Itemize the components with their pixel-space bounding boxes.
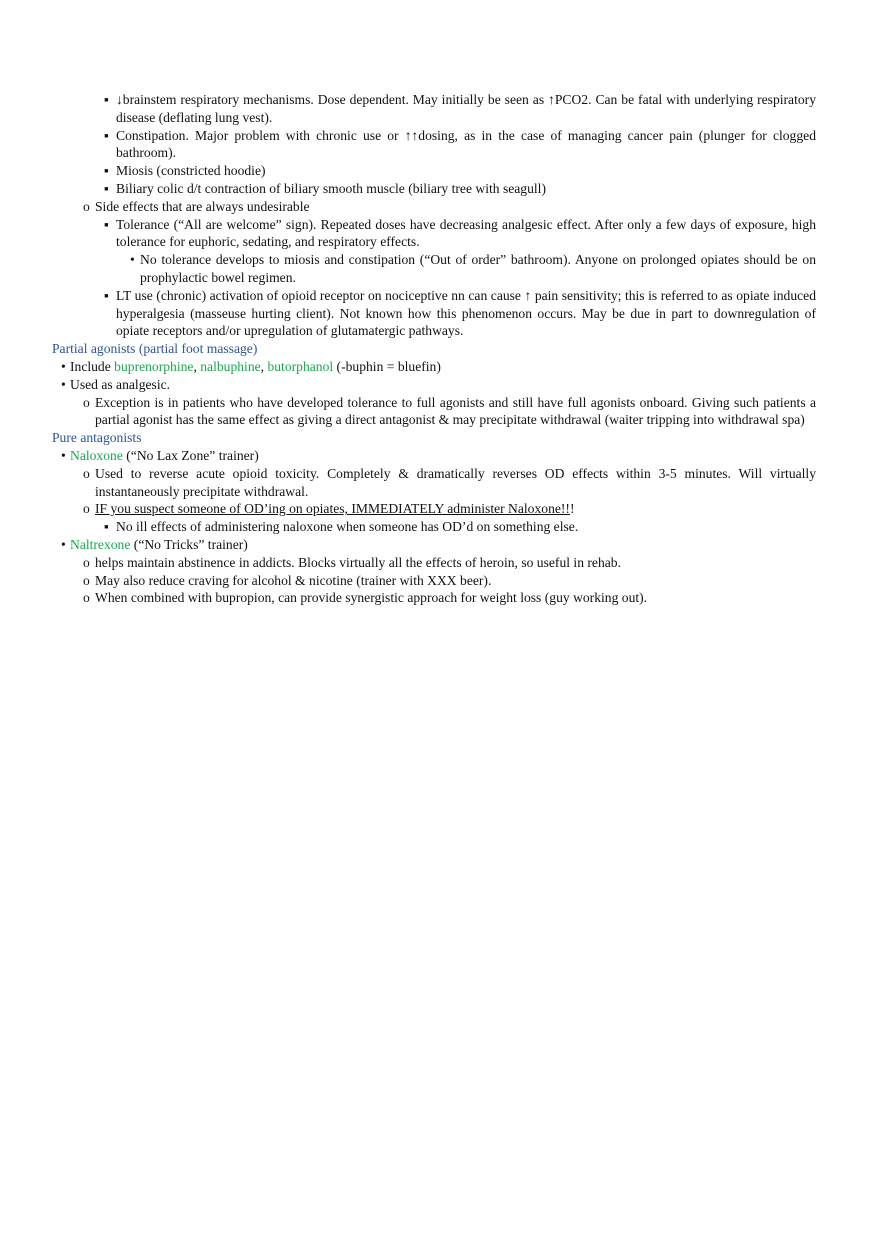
section-heading-partial-agonists: Partial agonists (partial foot massage) — [52, 341, 258, 357]
dot-bullet: • — [61, 536, 66, 552]
drug-name: butorphanol — [267, 358, 334, 374]
square-bullet: ▪ — [104, 216, 109, 232]
square-bullet: ▪ — [104, 519, 109, 535]
drug-name: Naltrexone — [70, 536, 131, 552]
drug-name: buprenorphine — [114, 358, 194, 374]
list-item — [52, 554, 816, 572]
circle-bullet: o — [83, 590, 90, 606]
emphasis-text: IF you suspect someone of OD’ing on opiates, IMMEDIATELY administer Naloxone!! — [95, 501, 570, 517]
square-bullet: ▪ — [104, 287, 109, 303]
item-text: Used to reverse acute opioid toxicity. Completely & dramatically reverses OD effects within 3-5 minutes. Will virtually instantaneously precipitate withdrawal. — [95, 465, 816, 499]
item-text: ! — [569, 501, 575, 517]
item-text: Side effects that are always undesirable — [95, 198, 310, 214]
list-item — [52, 589, 816, 607]
list-item — [52, 500, 816, 518]
item-text: No ill effects of administering naloxone when someone has OD’d on something else. — [116, 519, 579, 535]
section-heading-pure-antagonists: Pure antagonists — [52, 430, 142, 446]
list-item — [52, 518, 816, 536]
item-text: Used as analgesic. — [70, 376, 171, 392]
item-text: Biliary colic d/t contraction of biliary smooth muscle (biliary tree with seagull) — [116, 180, 546, 196]
item-text: Exception is in patients who have developed tolerance to full agonists and still have full agonists onboard. Giving such patients a partial agonist has the same effect as giving a direct antagonist & may precipitate withdrawal (waiter tripping into withdrawal spa) — [95, 394, 816, 428]
list-item — [52, 287, 816, 340]
dot-bullet: • — [61, 358, 66, 374]
notes-content — [52, 91, 816, 607]
item-text: ↓brainstem respiratory mechanisms. Dose dependent. May initially be seen as ↑PCO2. Can be fatal with underlying respiratory disease (deflating lung vest). — [116, 92, 816, 125]
circle-bullet: o — [83, 554, 90, 570]
item-text: May also reduce craving for alcohol & nicotine (trainer with XXX beer). — [95, 572, 492, 588]
item-text: No tolerance develops to miosis and constipation (“Out of order” bathroom). Anyone on prolonged opiates should be on prophylactic bowel regimen. — [140, 252, 816, 285]
item-text: When combined with bupropion, can provide synergistic approach for weight loss (guy working out). — [95, 590, 648, 606]
circle-bullet: o — [83, 394, 90, 410]
item-text: (“No Tricks” trainer) — [130, 536, 248, 552]
list-item — [52, 536, 816, 554]
item-text: (“No Lax Zone” trainer) — [122, 447, 259, 463]
square-bullet: ▪ — [104, 180, 109, 196]
circle-bullet: o — [83, 572, 90, 588]
separator: , — [193, 358, 201, 374]
circle-bullet: o — [83, 465, 90, 481]
list-item — [52, 251, 816, 287]
item-text: (-buphin = bluefin) — [333, 358, 441, 374]
item-text: helps maintain abstinence in addicts. Blocks virtually all the effects of heroin, so useful in rehab. — [95, 554, 621, 570]
square-bullet: ▪ — [104, 92, 109, 107]
dot-bullet: • — [61, 447, 66, 463]
circle-bullet: o — [83, 198, 90, 214]
drug-name: Naloxone — [70, 447, 123, 463]
square-bullet: ▪ — [104, 127, 109, 143]
list-item — [52, 162, 816, 180]
list-item — [52, 180, 816, 198]
list-item — [52, 127, 816, 163]
list-item — [52, 358, 816, 376]
list-item — [52, 198, 816, 216]
list-item — [52, 394, 816, 430]
separator: , — [260, 358, 268, 374]
list-item — [52, 91, 816, 127]
list-item — [52, 216, 816, 252]
dot-bullet: • — [130, 252, 135, 268]
item-text: Include — [70, 358, 115, 374]
item-text: LT use (chronic) activation of opioid receptor on nociceptive nn can cause ↑ pain sensitivity; this is referred to as opiate induced hyperalgesia (masseuse hurting client). Not known how this phenomenon occurs. May be due in part to downregulation of opiate receptors and/or upregulation of glutamatergic pathways. — [116, 287, 816, 339]
dot-bullet: • — [61, 376, 66, 392]
square-bullet: ▪ — [104, 163, 109, 179]
circle-bullet: o — [83, 501, 90, 517]
item-text: Constipation. Major problem with chronic use or ↑↑dosing, as in the case of managing cancer pain (plunger for clogged bathroom). — [116, 127, 816, 161]
item-text: Tolerance (“All are welcome” sign). Repeated doses have decreasing analgesic effect. After only a few days of exposure, high tolerance for euphoric, sedating, and respiratory effects. — [116, 216, 816, 250]
list-item — [52, 376, 816, 394]
item-text: Miosis (constricted hoodie) — [116, 163, 266, 179]
list-item — [52, 465, 816, 501]
list-item — [52, 447, 816, 465]
drug-name: nalbuphine — [200, 358, 261, 374]
list-item — [52, 572, 816, 590]
